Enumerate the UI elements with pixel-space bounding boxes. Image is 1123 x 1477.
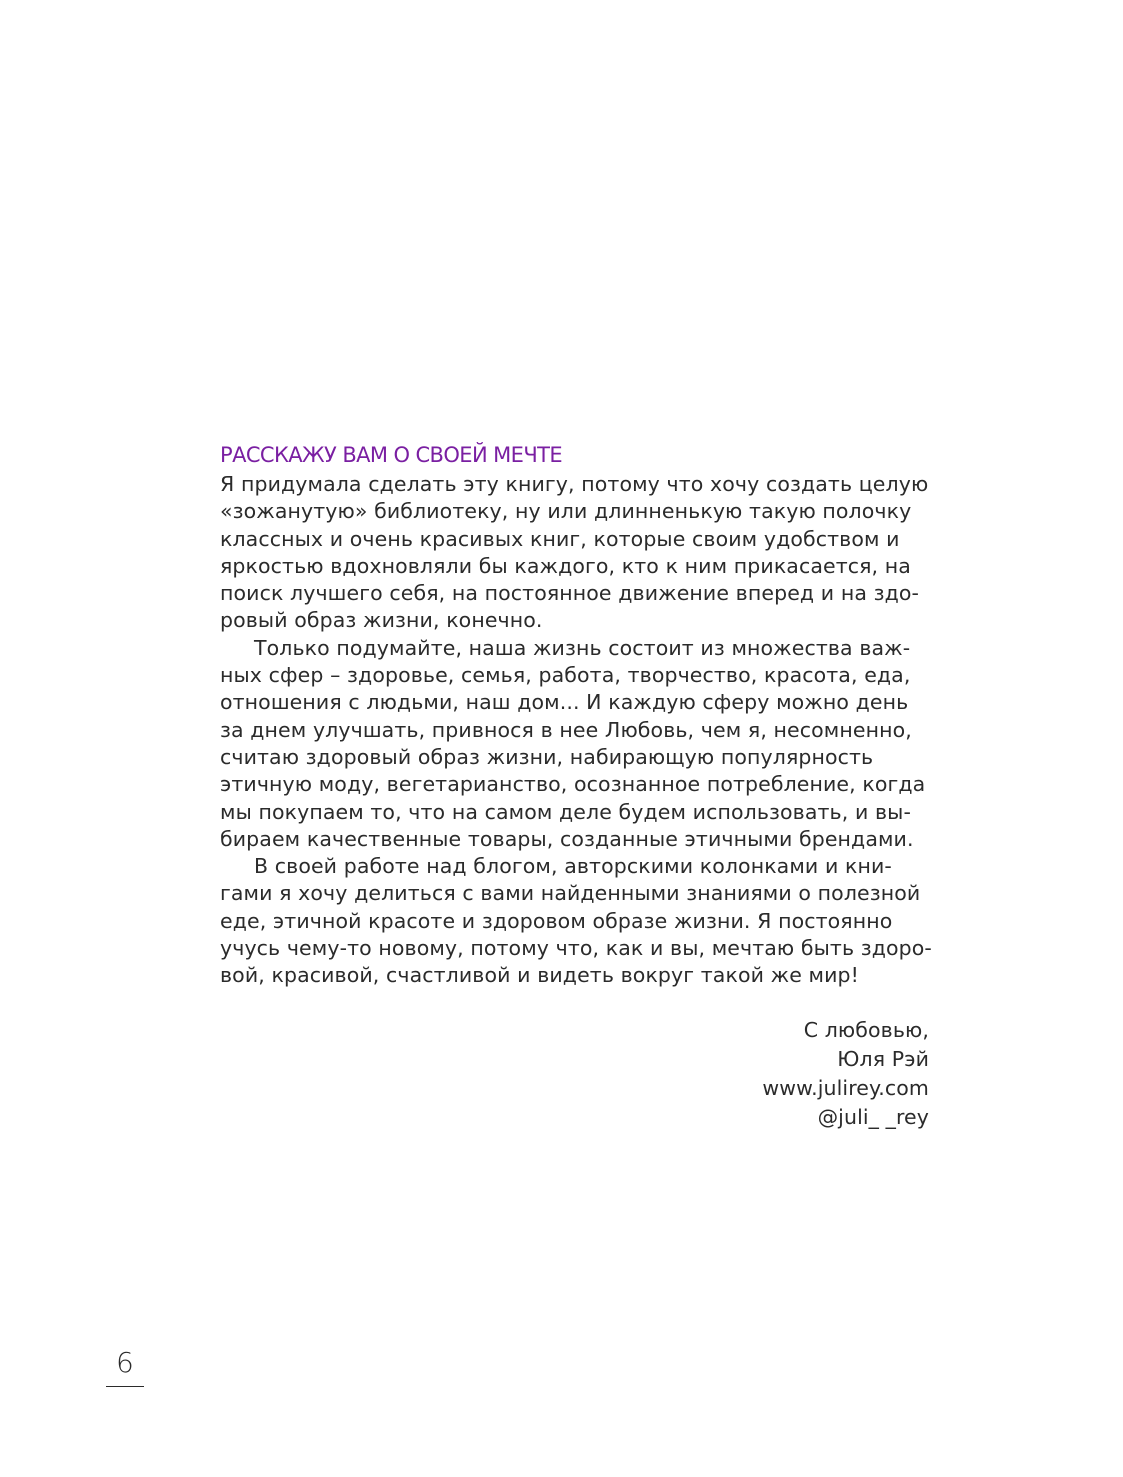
text-line: яркостью вдохновляли бы каждого, кто к ним прикасается, на — [220, 553, 911, 578]
text-line: В своей работе над блогом, авторскими колонками и кни- — [254, 854, 892, 879]
paragraph-2 — [220, 635, 940, 853]
page-number-rule — [106, 1386, 144, 1387]
text-line: классных и очень красивых книг, которые своим удобством и — [220, 526, 900, 551]
text-line: еде, этичной красоте и здоровом образе жизни. Я постоянно — [220, 908, 893, 933]
text-line: считаю здоровый образ жизни, набирающую популярность — [220, 744, 874, 769]
paragraph-1 — [220, 471, 940, 635]
signature-website: www.julirey.com — [762, 1076, 929, 1100]
text-line: гами я хочу делиться с вами найденными знаниями о полезной — [220, 881, 921, 906]
text-line: ных сфер – здоровье, семья, работа, творчество, красота, еда, — [220, 663, 911, 688]
text-line: учусь чему-то новому, потому что, как и вы, мечтаю быть здоро- — [220, 936, 932, 961]
text-line: вой, красивой, счастливой и видеть вокруг такой же мир! — [220, 963, 859, 988]
text-line: отношения с людьми, наш дом... И каждую сферу можно день — [220, 690, 909, 715]
text-line: Только подумайте, наша жизнь состоит из множества важ- — [254, 635, 911, 660]
signature-name: Юля Рэй — [837, 1047, 929, 1071]
signature-closing: С любовью, — [803, 1018, 929, 1042]
text-line: бираем качественные товары, созданные этичными брендами. — [220, 826, 914, 851]
text-line: этичную моду, вегетарианство, осознанное потребление, когда — [220, 772, 926, 797]
article — [220, 440, 940, 990]
text-line: «зожанутую» библиотеку, ну или длинненькую такую полочку — [220, 499, 912, 524]
paragraph-3 — [220, 853, 940, 989]
signature-block — [762, 1016, 929, 1132]
page-number: 6 — [116, 1346, 134, 1379]
section-heading: РАССКАЖУ ВАМ О СВОЕЙ МЕЧТЕ — [220, 443, 563, 467]
signature-handle: @juli_ _rey — [817, 1105, 929, 1129]
text-line: мы покупаем то, что на самом деле будем использовать, и вы- — [220, 799, 911, 824]
text-line: поиск лучшего себя, на постоянное движение вперед и на здо- — [220, 581, 920, 606]
text-line: за днем улучшать, привнося в нее Любовь, чем я, несомненно, — [220, 717, 912, 742]
text-line: ровый образ жизни, конечно. — [220, 608, 543, 633]
text-line: Я придумала сделать эту книгу, потому что хочу создать целую — [220, 472, 929, 496]
